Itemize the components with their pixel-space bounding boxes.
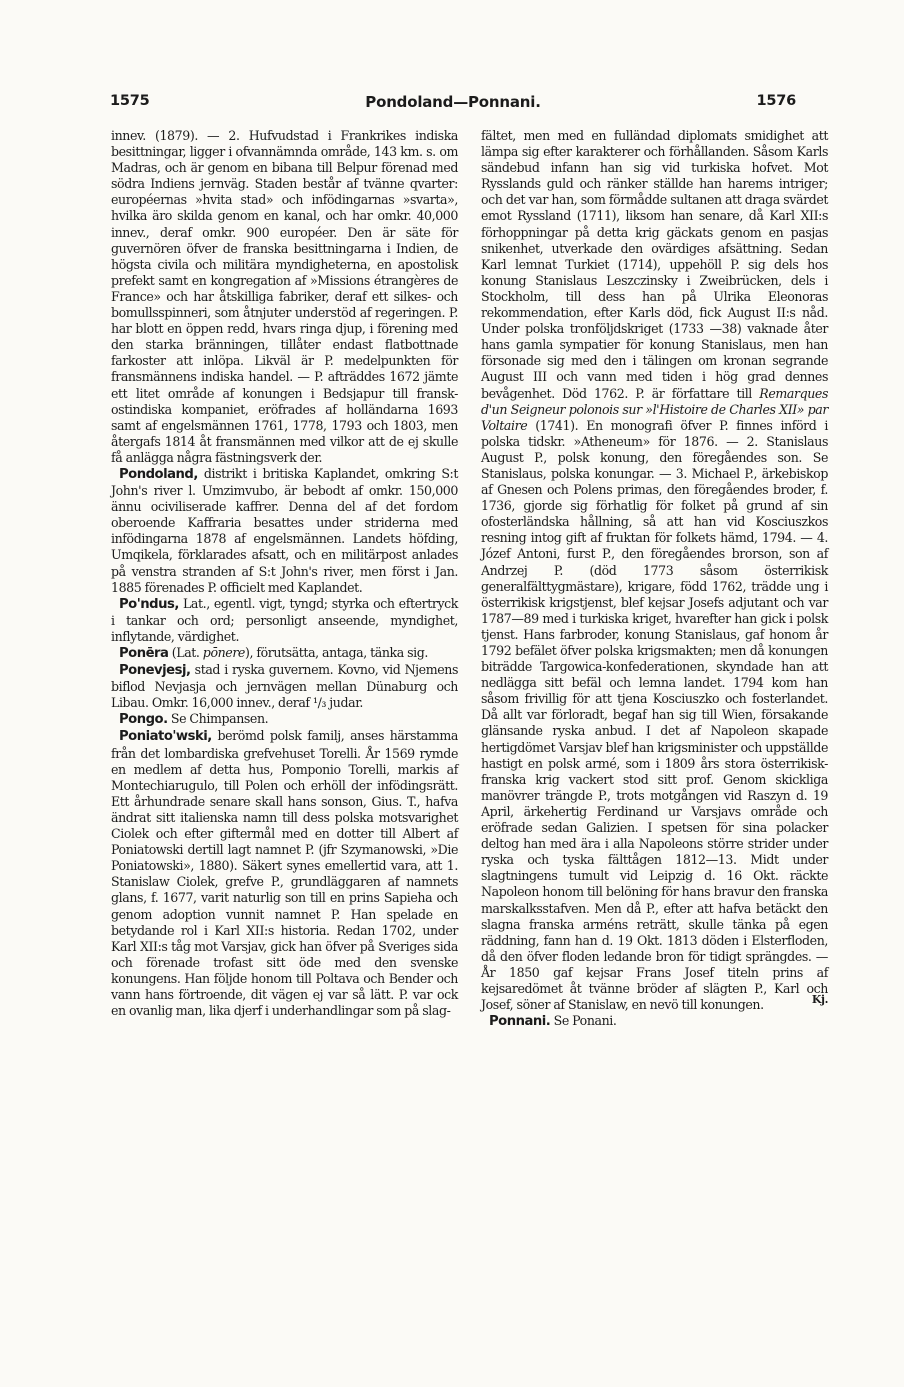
headword: Ponnani.: [489, 1014, 551, 1030]
cross-reference: Se Ponani.: [550, 1013, 617, 1029]
entry-ponera: [111, 645, 458, 662]
headword: Ponēra: [119, 646, 169, 661]
entry-text: berömd polsk familj, anses härstamma från det lombardiska grefvehuset Torelli. År 1569 rymde en medlem af detta hus, Pomponio Torelli, markis af Montechiarugulo, till Polen och erhöll der infödingsrätt. Ett århundrade senare skall hans sonson, Gius. T., hafva ändrat sitt italienska namn till dess polska motsvarighet Ciolek och efter giftermål med en dotter till Albert af Poniatowski dertill lagt namnet P. (jfr Szymanowski, »Die Poniatowski», 1880). Säkert synes emellertid vara, att 1. Stanislaw Ciolek, grefve P., grundläggaren af namnets glans, f. 1677, varit naturlig son till en prins Sapieha och genom adoption vunnit namnet P. Han spelade en betydande rol i Karl XII:s historia. Redan 1702, under Karl XII:s tåg mot Varsjav, gick han öfver på Sveriges sida och förenade trofast sitt öde med den svenske konungens. Han följde honom till Poltava och Bender och vann hans förtroende, dit vägen ej var så lätt. P. var ock en ovanlig man, lika djerf i underhandlingar som på slag-: [111, 728, 458, 1019]
entry-italic: pōnere: [202, 645, 245, 660]
headword: Pongo.: [119, 712, 168, 728]
paragraph-continuation: [481, 128, 828, 1013]
entry-ponnani: [481, 1013, 828, 1030]
entry-text: stad i ryska guvernem. Kovno, vid Njemens biflod Nevjasja och jernvägen mellan Dünaburg och Libau. Omkr. 16,000 innev., deraf ¹/₃ judar.: [111, 662, 458, 711]
cross-reference: Se Chimpansen.: [167, 711, 269, 727]
paragraph-continuation: innev. (1879). — 2. Hufvudstad i Frankrikes indiska besittningar, ligger i ofvannämnda område, 143 km. s. om Madras, och är genom en bibana till Belpur förenad med södra Indiens jernväg. Staden består af tvänne qvarter: européernas »hvita stad» och infödingarnas »svarta», hvilka äro skilda genom en kanal, och har omkr. 40,000 innev., deraf omkr. 900 européer. Den är säte för guvernören öfver de franska besittningarna i Indien, de högsta civila och militära myndigheterna, en apostolisk prefekt samt en kongregation af »Missions étrangères de France» och har åtskilliga fabriker, deraf ett silkes- och bomullsspinneri, som åtnjuter understöd af regeringen. P. har blott en öppen redd, hvars ringa djup, i förening med den starka bränningen, tillåter endast flatbottnade farkoster att inlöpa. Likväl är P. medelpunkten för fransmännens indiska handel. — P. afträddes 1672 jämte ett litet område af konungen i Bedsjapur till fransk-ostindiska kompaniet, eröfrades af holländarna 1693 samt af engelsmännen 1761, 1778, 1793 och 1803, men återgafs 1814 åt fransmännen med vilkor att de ej skulle få anlägga några fästningsverk der.: [111, 128, 458, 465]
headword: Poniato'wski,: [119, 729, 212, 745]
left-column: [111, 128, 458, 1019]
entry-text: Lat., egentl. vigt, tyngd; styrka och eftertryck i tankar och ord; personligt anseende, myndighet, inflytande, värdighet.: [111, 595, 458, 644]
entry-ponevjesj: [111, 662, 458, 711]
entry-text: fältet, men med en fulländad diplomats smidighet att lämpa sig efter karakterer och förhållanden. Såsom Karls sändebud infann han sig vid turkiska hofvet. Mot Rysslands guld och ränker ställde han harems intriger; och det var han, som förmådde sultanen att draga svärdet emot Ryssland (1711), liksom han senare, då Karl XII:s förhoppningar på detta krig gäckats genom en pasjas snikenhet, utverkade den ovärdiges afsättning. Sedan Karl lemnat Turkiet (1714), uppehöll P. sig dels hos konung Stanislaus Leszczinsky i Zweibrücken, dels i Stockholm, till dess han på Ulrika Eleonoras rekommendation, efter Karls död, fick August II:s nåd. Under polska tronföljdskriget (1733 —38) vaknade åter hans gamla sympatier för konung Stanislaus, men han försonade sig med den i tälingen om kronan segrande August III och vann med tiden i hög grad dennes bevågenhet. Död 1762. P. är författare till: [481, 128, 828, 401]
entry-text: ), förutsätta, antaga, tänka sig.: [244, 645, 429, 660]
headword: Po'ndus,: [119, 596, 179, 612]
entry-pondoland: [111, 466, 458, 596]
page-running-title: Pondoland—Ponnani.: [365, 93, 541, 111]
page-number-left: 1575: [110, 93, 150, 109]
right-column: [481, 128, 828, 1030]
entry-text: (1741). En monografi öfver P. finnes införd i polska tidskr. »Atheneum» för 1876. — 2. Stanislaus August P., polsk konung, den föregåendes son. Se Stanislaus, polska konungar. — 3. Michael P., ärkebiskop af Gnesen och Polens primas, den föregåendes broder, f. 1736, gjorde sig förhatlig för folket på grund af sin ofosterländska hållning, så att han vid Kosciuszkos resning intog gift af fruktan för folkets hämd, 1794. — 4. Józef Antoni, furst P., den föregåendes brorson, son af Andrzej P. (död 1773 såsom österrikisk generalfälttygmästare), krigare, född 1762, trädde ung i österrikisk krigstjenst, blef kejsar Josefs adjutant och var 1787—89 med i turkiska kriget, hvarefter han gick i polsk tjenst. Hans farbroder, konung Stanislaus, gaf honom år 1792 befälet öfver polska krigsmakten; men då konungen biträdde Targowica-konfederationen, skyndade han att nedlägga sitt befäl och lemna landet. 1794 kom han såsom frivillig för att tjena Kosciuszko och fosterlandet. Då allt var förloradt, begaf han sig till Wien, försakande glänsande ryska anbud. I det af Napoleon skapade hertigdömet Varsjav blef han krigsminister och uppställde hastigt en polsk armé, som i 1809 års stora österrikisk-franska krig vackert stod sitt prof. Genom skickliga manövrer trängde P., trots motgången vid Raszyn d. 19 April, ärkehertig Ferdinand ur Varsjavs område och eröfrade sedan Galizien. I spetsen för sina polacker deltog han med ära i alla Napoleons större strider under ryska och tyska fälttågen 1812—13. Midt under slagtningens tumult vid Leipzig d. 16 Okt. räckte Napoleon honom till belöning för hans bravur den franska marskalksstafven. Men då P., efter att hafva betäckt den slagna franska arméns reträtt, skulle tänka på egen räddning, fann han d. 19 Okt. 1813 döden i Elsterfloden, då den öfver floden ledande bron för tidigt sprängdes. — År 1850 gaf kejsar Frans Josef titeln prins af kejsaredömet åt tvänne bröder af slägten P., Karl och Josef, söner af Stanislaw, en nevö till konungen.: [481, 417, 828, 1013]
entry-poniatowski: [111, 728, 458, 1019]
entry-text: (Lat.: [168, 645, 203, 660]
work-title-italic: Remarques d'un Seigneur polonois sur »l'Histoire de Charles XII» par Voltaire: [481, 385, 828, 433]
page-header: [110, 93, 796, 115]
headword: Pondoland,: [119, 466, 198, 482]
entry-text: distrikt i britiska Kaplandet, omkring S:t John's river l. Umzimvubo, är bebodt af omkr. 150,000 ännu ociviliserade kaffrer. Denna del af det fordom oberoende Kaffraria besattes under striderna med infödingarna 1878 af engelsmännen. Landets höfding, Umqikela, förklarades afsatt, och en militärpost anlades på venstra stranden af S:t John's river, men först i Jan. 1885 förenades P. officielt med Kaplandet.: [111, 465, 458, 595]
headword: Ponevjesj,: [119, 663, 191, 679]
page-number-right: 1576: [756, 93, 796, 109]
author-signature: Kj.: [811, 993, 828, 1007]
entry-pongo: [111, 711, 458, 728]
entry-pondus: [111, 596, 458, 645]
